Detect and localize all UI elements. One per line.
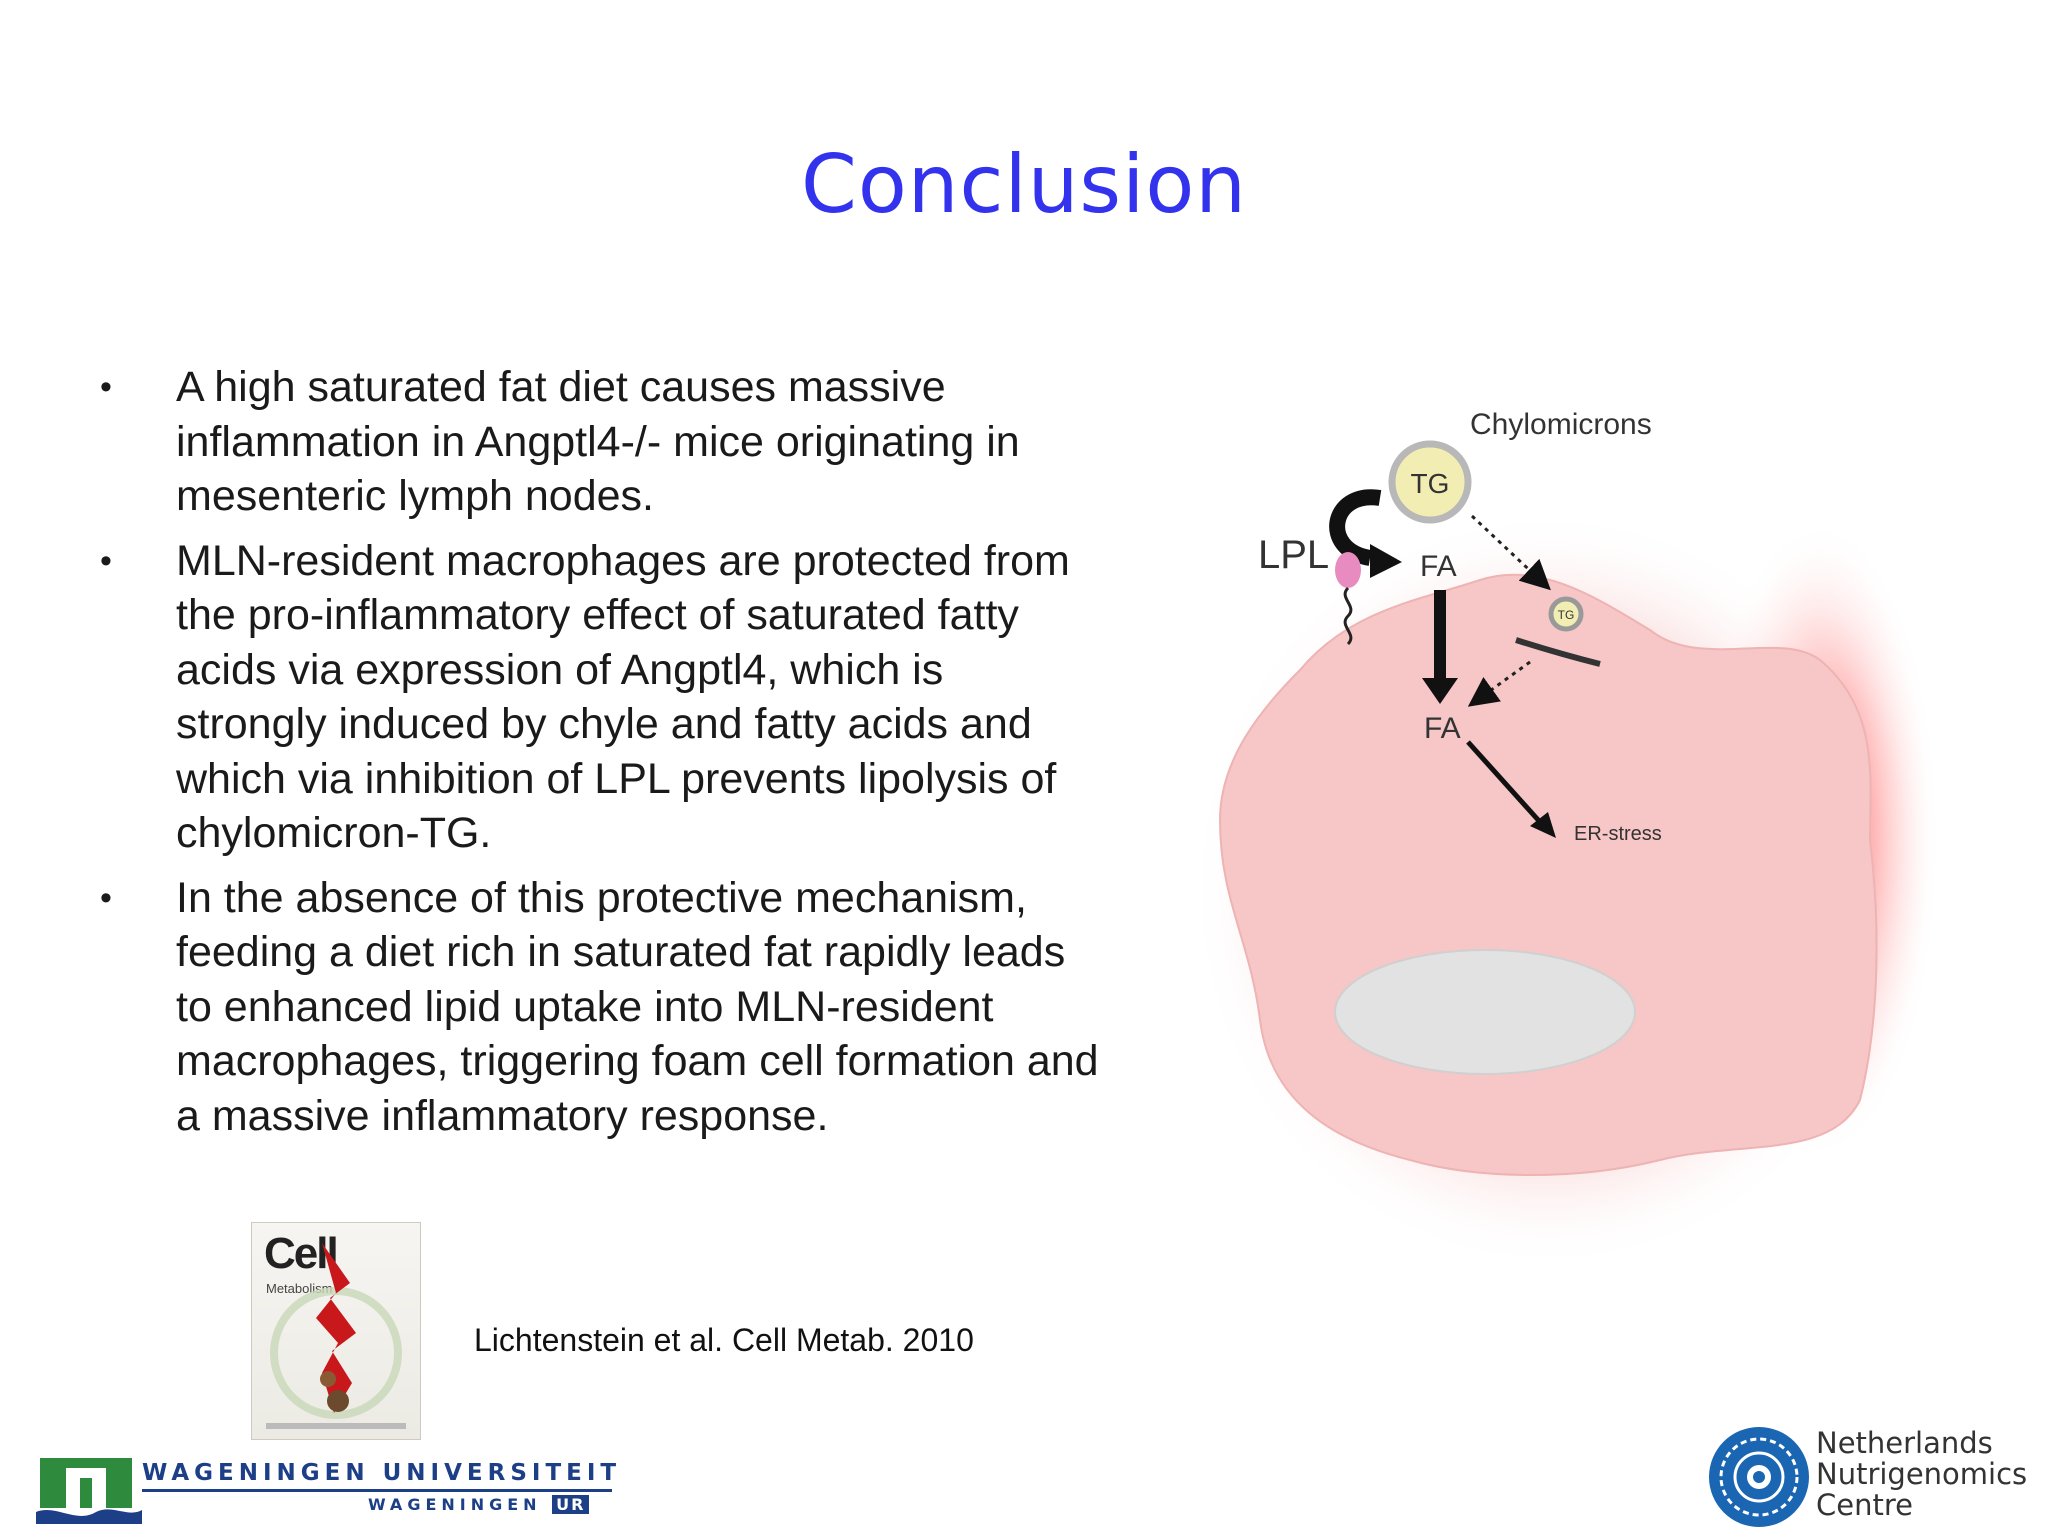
fa-label-inner: FA (1424, 712, 1461, 745)
bullet-item (100, 534, 1100, 861)
journal-cover-subtitle: Metabolism (266, 1281, 333, 1296)
nutrigenomics-globe-icon (1706, 1424, 1812, 1530)
nutrigenomics-line-1: Netherlands (1816, 1426, 1993, 1460)
wageningen-ur-badge: UR (552, 1495, 589, 1514)
small-tg-label: TG (1557, 608, 1575, 622)
wageningen-sub-text: WAGENINGEN (368, 1495, 542, 1514)
bullet-dot: • (100, 541, 112, 580)
er-stress-label: ER-stress (1574, 823, 1662, 845)
tg-label: TG (1410, 468, 1450, 499)
lpl-label: LPL (1258, 533, 1330, 577)
bullet-text: A high saturated fat diet causes massive inflammation in Angptl4-/- mice originating in mesenteric lymph nodes. (176, 363, 1020, 520)
bullet-text: In the absence of this protective mechanism, feeding a diet rich in saturated fat rapidly leads to enhanced lipid uptake into MLN-resident macrophages, triggering foam cell formation and a massive inflammatory response. (176, 873, 1099, 1140)
nutrigenomics-line-2: Nutrigenomics (1816, 1457, 2028, 1491)
bullet-dot: • (100, 878, 112, 917)
bullet-item (100, 360, 1100, 524)
wageningen-sub (368, 1495, 589, 1514)
bullet-dot: • (100, 368, 112, 406)
nutrigenomics-name (1816, 1428, 2027, 1521)
bullet-item (100, 871, 1100, 1144)
bullet-list (100, 360, 1100, 1153)
journal-cover-title: Cell (264, 1229, 337, 1278)
citation: Lichtenstein et al. Cell Metab. 2010 (474, 1322, 974, 1358)
bullet-text: MLN-resident macrophages are protected from the pro-inflammatory effect of saturated fatty acids via expression of Angptl4, which is strongly induced by chyle and fatty acids and which via inhibition of LPL prevents lipolysis of chylomicron-TG. (176, 536, 1070, 857)
nutrigenomics-line-3: Centre (1816, 1488, 1913, 1522)
journal-cover-art (252, 1223, 420, 1439)
chylomicrons-label: Chylomicrons (1470, 408, 1652, 441)
lipid-uptake-diagram (1180, 380, 1940, 1260)
journal-cover-image (251, 1222, 421, 1440)
wageningen-rule (142, 1489, 612, 1492)
wageningen-logo-icon (36, 1452, 142, 1528)
fa-label-top: FA (1420, 550, 1457, 583)
slide-title: Conclusion (801, 138, 1247, 231)
lpl-enzyme (1335, 552, 1361, 588)
macrophage-cell (1220, 575, 1877, 1175)
nucleus (1335, 950, 1635, 1074)
wageningen-name: WAGENINGEN UNIVERSITEIT (142, 1460, 622, 1486)
